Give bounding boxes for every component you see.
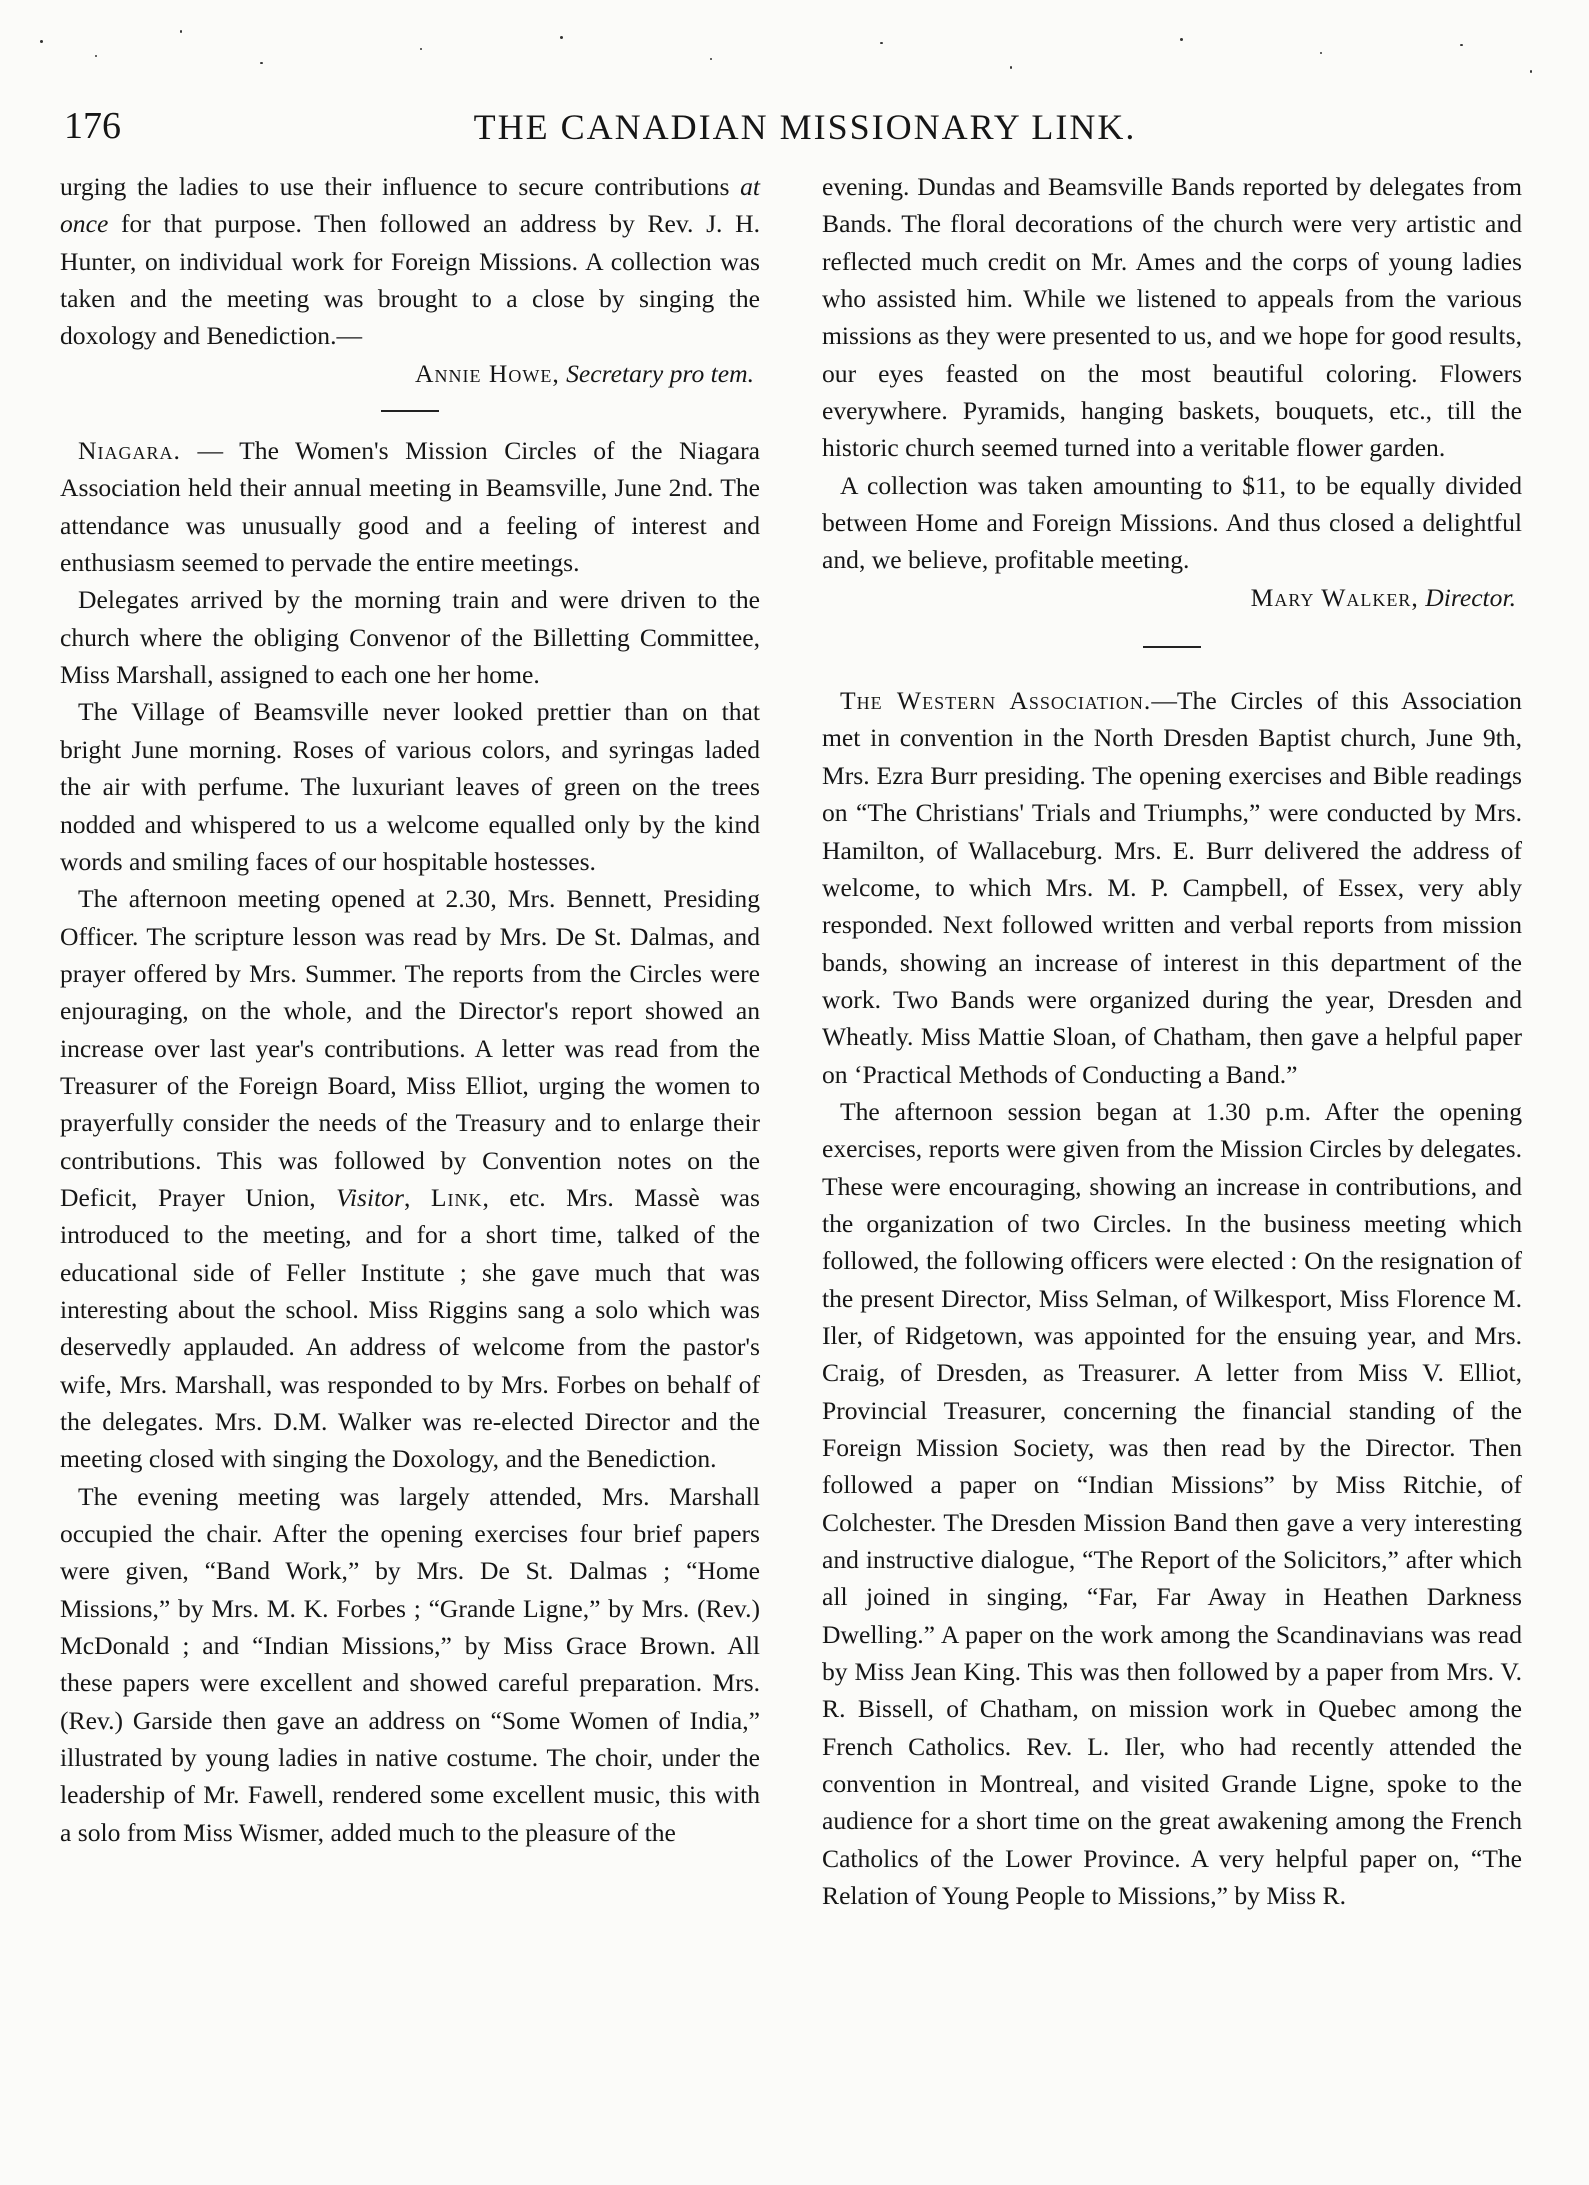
paragraph: Niagara. — The Women's Mission Circles of the Niagara Association held their annual meeting in Beamsville, June 2nd. The attendance was unusually good and a feeling of interest and enthusiasm seemed to pervade the entire meetings.: [60, 436, 760, 578]
signature-secretary: Annie Howe, Secretary pro tem.: [414, 358, 754, 388]
paragraph: The afternoon meeting opened at 2.30, Mrs. Bennett, Presiding Officer. The scripture lesson was read by Mrs. De St. Dalmas, and prayer offered by Mrs. Summer. The reports from the Circles were enjouraging, on the whole, and the Director's report showed an increase over last year's contributions. A letter was read from the Treasurer of the Foreign Board, Miss Elliot, urging the women to prayerfully consider the needs of the Treasury and to enlarge their contributions. This was followed by Convention notes on the Deficit, Prayer Union, Visitor, Link, etc. Mrs. Massè was introduced to the meeting, and for a short time, talked of the educational side of Feller Institute ; she gave much that was interesting about the school. Miss Riggins sang a solo which was deservedly applauded. An address of welcome from the pastor's wife, Mrs. Marshall, was responded to by Mrs. Forbes on behalf of the delegates. Mrs. D.M. Walker was re-elected Director and the meeting closed with singing the Doxology, and the Benediction.: [60, 884, 760, 1474]
section-divider: [381, 410, 439, 412]
paragraph: Delegates arrived by the morning train and were driven to the church where the obliging Convenor of the Billetting Committee, Miss Marshall, assigned to each one her home.: [60, 585, 760, 690]
section-heading-western: The Western Association.: [840, 686, 1152, 716]
paragraph: The Village of Beamsville never looked prettier than on that bright June morning. Roses of various colors, and syringas laded the air with perfume. The luxuriant leaves of green on the trees nodded and whispered to us a welcome equalled only by the kind words and smiling faces of our hospitable hostesses.: [60, 697, 760, 876]
right-column: [822, 168, 1522, 1914]
page-number: 176: [64, 105, 121, 147]
journal-title: THE CANADIAN MISSIONARY LINK.: [473, 107, 1137, 147]
section-divider: [1143, 646, 1201, 648]
signature-director: Mary Walker, Director.: [1250, 582, 1516, 612]
paragraph: evening. Dundas and Beamsville Bands reported by delegates from Bands. The floral decorations of the church were very artistic and reflected much credit on Mr. Ames and the corps of young ladies who assisted him. While we listened to appeals from the various missions as they were presented to us, and we hope for good results, our eyes feasted on the most beautiful coloring. Flowers everywhere. Pyramids, hanging baskets, bouquets, etc., till the historic church seemed turned into a veritable flower garden.: [822, 172, 1522, 463]
paragraph: A collection was taken amounting to $11, to be equally divided between Home and Foreign Missions. And thus closed a delightful and, we believe, profitable meeting.: [822, 470, 1522, 575]
paragraph: The Western Association.—The Circles of this Association met in convention in the North Dresden Baptist church, June 9th, Mrs. Ezra Burr presiding. The opening exercises and Bible readings on “The Christians' Trials and Triumphs,” were conducted by Mrs. Hamilton, of Wallaceburg. Mrs. E. Burr delivered the address of welcome, to which Mrs. M. P. Campbell, of Essex, very ably responded. Next followed written and verbal reports from mission bands, showing an increase of interest in this department of the work. Two Bands were organized during the year, Dresden and Wheatly. Miss Mattie Sloan, of Chatham, then gave a helpful paper on ‘Practical Methods of Conducting a Band.”: [822, 686, 1522, 1089]
page-header: [60, 100, 1550, 160]
left-column: [60, 168, 760, 1851]
paragraph: The evening meeting was largely attended, Mrs. Marshall occupied the chair. After the opening exercises four brief papers were given, “Band Work,” by Mrs. De St. Dalmas ; “Home Missions,” by Mrs. M. K. Forbes ; “Grande Ligne,” by Mrs. (Rev.) McDonald ; and “Indian Missions,” by Miss Grace Brown. All these papers were excellent and showed careful preparation. Mrs. (Rev.) Garside then gave an address on “Some Women of India,” illustrated by young ladies in native costume. The choir, under the leadership of Mr. Fawell, rendered some excellent music, this with a solo from Miss Wismer, added much to the pleasure of the: [60, 1481, 760, 1847]
scan-noise: [0, 0, 1589, 90]
paragraph: The afternoon session began at 1.30 p.m. After the opening exercises, reports were given from the Mission Circles by delegates. These were encouraging, showing an increase in contributions, and the organization of two Circles. In the business meeting which followed, the following officers were elected : On the resignation of the present Director, Miss Selman, of Wilkesport, Miss Florence M. Iler, of Ridgetown, was appointed for the ensuing year, and Mrs. Craig, of Dresden, as Treasurer. A letter from Miss V. Elliot, Provincial Treasurer, concerning the financial standing of the Foreign Mission Society, was then read by the Director. Then followed a paper on “Indian Missions” by Miss Ritchie, of Colchester. The Dresden Mission Band then gave a very interesting and instructive dialogue, “The Report of the Solicitors,” after which all joined in singing, “Far, Far Away in Heathen Darkness Dwelling.” A paper on the work among the Scandinavians was read by Miss Jean King. This was then followed by a paper from Mrs. V. R. Bissell, of Chatham, on mission work in Quebec among the French Catholics. Rev. L. Iler, who had recently attended the convention in Montreal, and visited Grande Ligne, spoke to the audience for a short time on the great awakening among the French Catholics of the Lower Province. A very helpful paper on, “The Relation of Young People to Missions,” by Miss R.: [822, 1096, 1522, 1911]
paragraph: urging the ladies to use their influence to secure contributions at once for that purpose. Then followed an address by Rev. J. H. Hunter, on individual work for Foreign Missions. A collection was taken and the meeting was brought to a close by singing the doxology and Benediction.—: [60, 172, 760, 351]
section-heading-niagara: Niagara.: [78, 436, 181, 466]
